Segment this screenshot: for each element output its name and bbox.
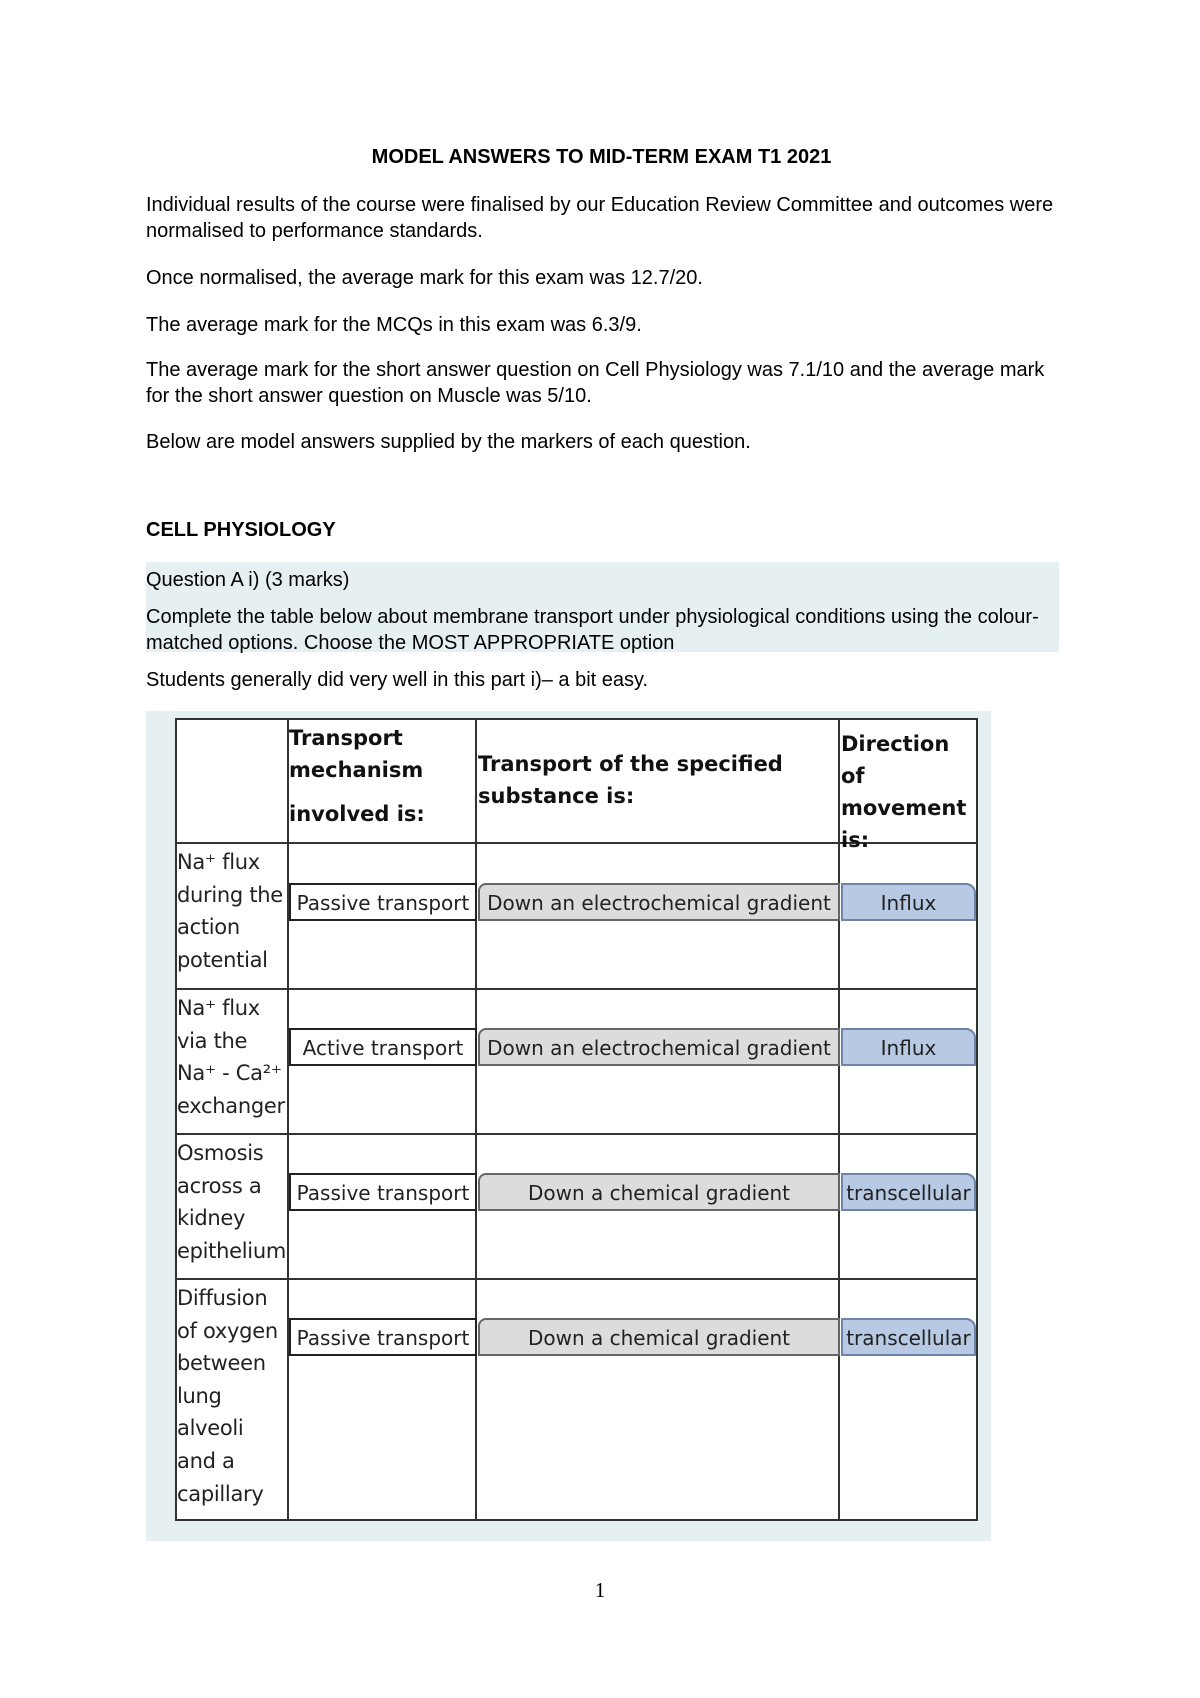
gradient-cell: Down a chemical gradient (478, 1173, 840, 1211)
header-mechanism-line: mechanism (289, 758, 424, 782)
mechanism-cell: Passive transport (289, 1318, 477, 1356)
header-mechanism (289, 722, 425, 830)
header-direction-line: Direction of (841, 732, 950, 788)
header-mechanism-line: involved is: (289, 802, 425, 826)
page-number: 1 (594, 1578, 606, 1602)
direction-cell: transcellular (841, 1318, 976, 1356)
short-answer-average-paragraph: The average mark for the short answer question on Cell Physiology was 7.1/10 and the average mark for the short answer question on Muscle was 5/10. (146, 359, 1045, 407)
row-label-oxygen-diffusion: Diffusion of oxygen between lung alveoli and a capillary (177, 1286, 278, 1506)
marker-comment: Students generally did very well in this part i)– a bit easy. (146, 669, 649, 691)
question-instruction: Complete the table below about membrane transport under physiological conditions using the colour-matched options. Choose the MOST APPROPRIATE option (146, 606, 1039, 654)
header-direction-line: movement (841, 796, 967, 820)
question-label: Question A i) (3 marks) (146, 569, 350, 591)
gradient-cell: Down an electrochemical gradient (478, 883, 840, 921)
direction-cell: Influx (841, 883, 976, 921)
section-heading: CELL PHYSIOLOGY (146, 519, 336, 541)
header-substance-line: substance is: (478, 784, 635, 808)
table-column-divider (838, 720, 840, 1519)
mcq-average-paragraph: The average mark for the MCQs in this exam was 6.3/9. (146, 314, 642, 336)
intro-paragraph: Individual results of the course were finalised by our Education Review Committee and outcomes were normalised to performance standards. (146, 194, 1054, 242)
header-substance (478, 748, 783, 812)
table-column-divider (287, 720, 289, 1519)
question-box (146, 562, 1059, 652)
header-direction-line: is: (841, 828, 870, 852)
row-label-na-ca-exchanger: Na⁺ flux via the Na⁺ - Ca²⁺ exchanger (177, 996, 285, 1118)
model-answers-paragraph: Below are model answers supplied by the markers of each question. (146, 431, 751, 453)
average-mark-paragraph: Once normalised, the average mark for this exam was 12.7/20. (146, 267, 703, 289)
mechanism-cell: Active transport (289, 1028, 477, 1066)
table-row-divider (177, 988, 976, 990)
header-mechanism-line: Transport (289, 726, 403, 750)
document-title: MODEL ANSWERS TO MID-TERM EXAM T1 2021 (371, 146, 832, 168)
direction-cell: transcellular (841, 1173, 976, 1211)
header-direction (841, 728, 976, 856)
header-substance-line: Transport of the specified (478, 752, 783, 776)
mechanism-cell: Passive transport (289, 883, 477, 921)
row-label-osmosis-kidney: Osmosis across a kidney epithelium (177, 1141, 286, 1263)
mechanism-cell: Passive transport (289, 1173, 477, 1211)
table-row-divider (177, 1133, 976, 1135)
gradient-cell: Down an electrochemical gradient (478, 1028, 840, 1066)
direction-cell: Influx (841, 1028, 976, 1066)
transport-table (175, 718, 978, 1521)
row-label-na-flux-action-potential: Na⁺ flux during the action potential (177, 850, 283, 972)
table-row-divider (177, 1278, 976, 1280)
table-column-divider (475, 720, 477, 1519)
gradient-cell: Down a chemical gradient (478, 1318, 840, 1356)
